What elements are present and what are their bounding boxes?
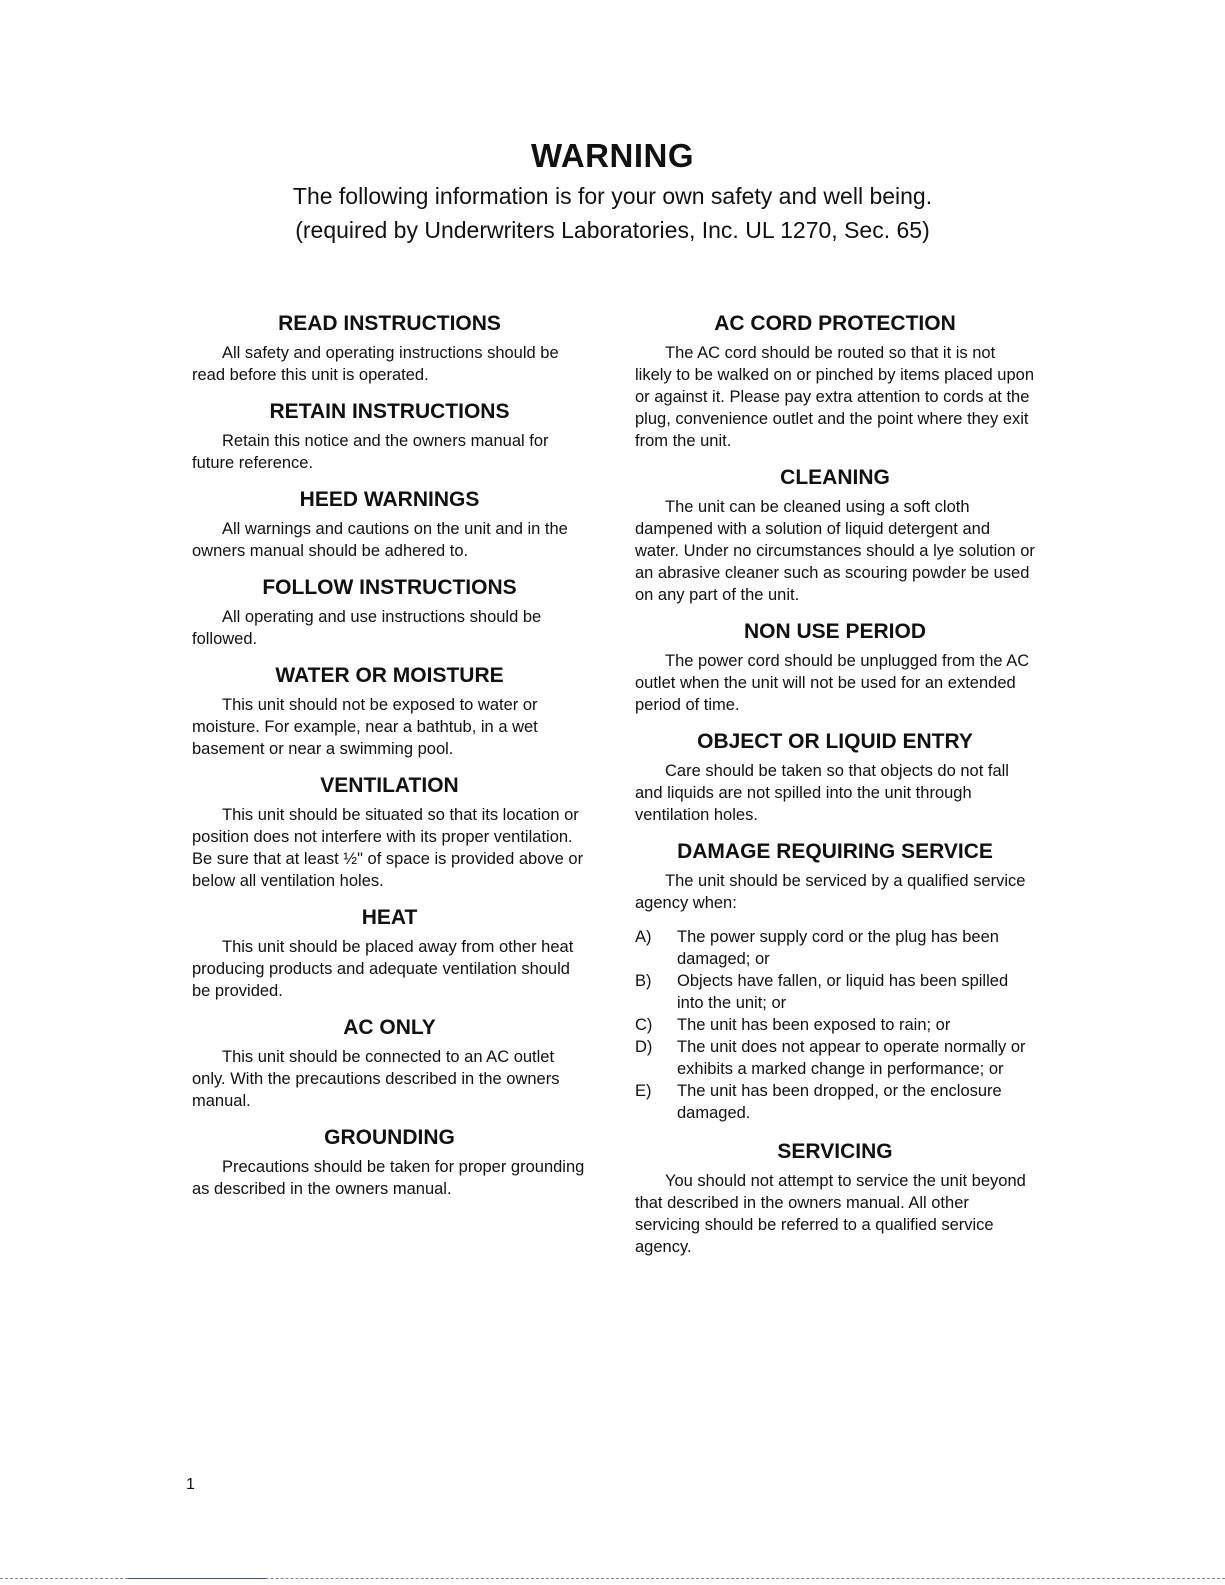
list-item: [635, 926, 1035, 970]
list-item-letter: C): [635, 1016, 653, 1034]
section-heading: SERVICING: [777, 1140, 893, 1163]
section-body: The AC cord should be routed so that it is not likely to be walked on or pinched by items placed upon or against it. Please pay extra attention to cords at the plug, convenience outlet and the point where they exit from the unit.: [635, 344, 1034, 450]
section-damage-requiring-service: [635, 838, 1035, 914]
section-body: Retain this notice and the owners manual for future reference.: [192, 432, 549, 472]
section-heading: HEED WARNINGS: [299, 488, 480, 511]
list-item-text: The unit does not appear to operate normally or exhibits a marked change in performance; or: [677, 1038, 1026, 1078]
section-heading: CLEANING: [780, 466, 890, 489]
left-column: [192, 310, 587, 1212]
list-item-text: The power supply cord or the plug has been damaged; or: [677, 928, 999, 968]
section-grounding: [192, 1124, 587, 1200]
section-retain-instructions: [192, 398, 587, 474]
section-body: This unit should be situated so that its location or position does not interfere with its proper ventilation. Be sure that at least ½" of space is provided above or below all ventilation holes.: [192, 806, 584, 890]
section-heading: AC ONLY: [343, 1016, 436, 1039]
section-body: This unit should not be exposed to water or moisture. For example, near a bathtub, in a wet basement or near a swimming pool.: [192, 696, 538, 758]
section-heading: FOLLOW INSTRUCTIONS: [262, 576, 517, 599]
subtitle-line-1: The following information is for your own safety and well being.: [292, 183, 933, 209]
list-item-text: Objects have fallen, or liquid has been spilled into the unit; or: [677, 972, 1009, 1012]
section-heading: RETAIN INSTRUCTIONS: [269, 400, 510, 423]
list-item: [635, 1014, 1035, 1036]
section-body: All warnings and cautions on the unit and in the owners manual should be adhered to.: [192, 520, 568, 560]
list-item: [635, 1036, 1035, 1080]
section-body: This unit should be connected to an AC outlet only. With the precautions described in the owners manual.: [192, 1048, 560, 1110]
section-ac-cord-protection: [635, 310, 1035, 452]
subtitle-line-2: (required by Underwriters Laboratories, Inc. UL 1270, Sec. 65): [295, 217, 930, 243]
section-ventilation: [192, 772, 587, 892]
section-body: All safety and operating instructions should be read before this unit is operated.: [192, 344, 559, 384]
section-heat: [192, 904, 587, 1002]
page-title: WARNING: [531, 137, 694, 174]
section-heading: READ INSTRUCTIONS: [278, 312, 501, 335]
section-heading: AC CORD PROTECTION: [714, 312, 956, 335]
section-heading: NON USE PERIOD: [743, 620, 927, 643]
section-body: Precautions should be taken for proper grounding as described in the owners manual.: [192, 1158, 585, 1198]
page-number: 1: [186, 1476, 195, 1493]
list-item-text: The unit has been dropped, or the enclosure damaged.: [677, 1082, 1002, 1122]
list-item-letter: D): [635, 1038, 653, 1056]
scan-divider-accent: [128, 1578, 266, 1579]
section-object-or-liquid-entry: [635, 728, 1035, 826]
section-body: The unit can be cleaned using a soft cloth dampened with a solution of liquid detergent and water. Under no circumstances should a lye solution or an abrasive cleaner such as scouring powder be used on any part of the unit.: [635, 498, 1035, 604]
section-ac-only: [192, 1014, 587, 1112]
section-heading: HEAT: [361, 906, 418, 929]
section-body: You should not attempt to service the unit beyond that described in the owners manual. All other servicing should be referred to a qualified service agency.: [635, 1172, 1026, 1256]
list-item-letter: E): [635, 1082, 652, 1100]
list-item-text: The unit has been exposed to rain; or: [677, 1016, 951, 1034]
page-header: [0, 134, 1225, 246]
service-conditions-list: [635, 926, 1035, 1124]
list-item-letter: B): [635, 972, 652, 990]
section-read-instructions: [192, 310, 587, 386]
section-servicing: [635, 1138, 1035, 1258]
section-follow-instructions: [192, 574, 587, 650]
list-item: [635, 970, 1035, 1014]
section-heed-warnings: [192, 486, 587, 562]
right-column: [635, 310, 1035, 1270]
section-non-use-period: [635, 618, 1035, 716]
list-item-letter: A): [635, 928, 652, 946]
section-heading: DAMAGE REQUIRING SERVICE: [677, 840, 993, 863]
section-cleaning: [635, 464, 1035, 606]
section-heading: GROUNDING: [324, 1126, 455, 1149]
section-heading: OBJECT OR LIQUID ENTRY: [697, 730, 973, 753]
section-water-or-moisture: [192, 662, 587, 760]
section-body: The power cord should be unplugged from the AC outlet when the unit will not be used for an extended period of time.: [635, 652, 1030, 714]
section-body: All operating and use instructions should be followed.: [192, 608, 542, 648]
list-item: [635, 1080, 1035, 1124]
section-body: The unit should be serviced by a qualified service agency when:: [635, 872, 1026, 912]
section-heading: WATER OR MOISTURE: [275, 664, 504, 687]
section-body: Care should be taken so that objects do not fall and liquids are not spilled into the unit through ventilation holes.: [635, 762, 1009, 824]
section-body: This unit should be placed away from other heat producing products and adequate ventilation should be provided.: [192, 938, 574, 1000]
section-heading: VENTILATION: [320, 774, 459, 797]
